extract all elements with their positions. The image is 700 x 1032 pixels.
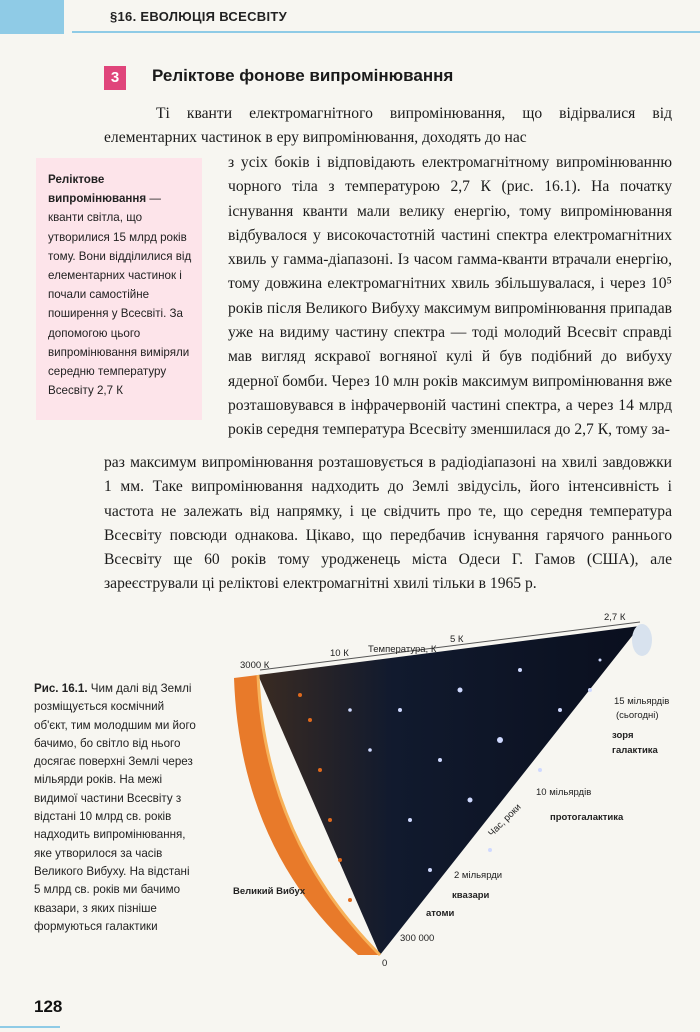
definition-body: — кванти світла, що утворилися 15 млрд років тому. Вони відділилися від елементарних частинок і почали самостійне поширення у Всесвіті. За допомогою цього випромінювання виміряли середню температуру Всесвіту 2,7 К	[48, 192, 192, 398]
label-zero: 0	[382, 958, 388, 969]
label-3000k: 3000 К	[240, 660, 270, 671]
figure-caption	[34, 680, 196, 936]
label-10-billion: 10 мільярдів	[536, 787, 592, 798]
universe-cone-illustration	[200, 600, 690, 980]
label-2-7k: 2,7 К	[604, 612, 626, 623]
section-number: 3	[104, 66, 126, 90]
body-paragraph-1: Ті кванти електромагнітного випромінювання, що відірвалися від елементарних частинок в еру випромінювання, доходять до нас	[104, 105, 672, 147]
figure-caption-label: Рис. 16.1.	[34, 682, 88, 695]
label-atoms: атоми	[426, 908, 455, 919]
definition-text	[48, 170, 196, 400]
definition-term: Реліктове випромінювання	[48, 173, 147, 206]
label-protogalaxy: протогалактика	[550, 812, 624, 823]
page-number: 128	[34, 997, 63, 1016]
label-15-billion: 15 мільярдів	[614, 696, 670, 707]
figure-caption-text: Чим далі від Землі розміщується космічний об'єкт, тим молодшим ми його бачимо, бо світло від нього досягає поверхні Землі через мільярди років. На межі видимої частини Всесвіту з відстані 10 млрд св. років надходить випромінювання, яке утворилося за часів Великого Вибуху. На відстані 5 млрд св. років ми бачимо квазари, з яких пізніше формуються галактики	[34, 682, 196, 933]
label-5k: 5 К	[450, 634, 464, 645]
section-title: Реліктове фонове випромінювання	[152, 66, 454, 85]
footer-rule	[0, 1026, 60, 1028]
label-quasars: квазари	[452, 890, 490, 901]
label-today: (сьогодні)	[616, 710, 659, 721]
earth-icon	[632, 624, 652, 656]
label-300000: 300 000	[400, 933, 435, 944]
body-paragraph-3: раз максимум випромінювання розташовується в радіодіапазоні на хвилі завдовжки 1 мм. Таке випромінювання надходить до Землі звідусіль, його інтенсивність і частота не залежать від напрямку, і це свідчить про те, що середня температура Всесвіту повсюди однакова. Цікаво, що передбачив існування гарячого раннього Всесвіту ще 60 років тому уродженець міста Одеси Г. Гамов (США), але зареєстрували ці реліктові електромагнітні хвилі тільки в 1965 р.	[104, 454, 672, 593]
label-time-axis: Час, роки	[486, 801, 524, 840]
header-accent	[0, 0, 64, 34]
label-star: зоря	[612, 730, 634, 741]
label-big-bang: Великий Вибух	[233, 886, 306, 897]
label-galaxy: галактика	[612, 745, 658, 756]
label-temperature-axis: Температура, К	[368, 644, 437, 655]
running-header: §16. ЕВОЛЮЦІЯ ВСЕСВІТУ	[110, 9, 287, 24]
header-rule	[72, 31, 700, 33]
body-paragraph-2: з усіх боків і відповідають електромагнітному випромінюванню чорного тіла з температурою 2,7 К (рис. 16.1). На початку існування кванти мали велику енергію, тому випромінювання відбувалося у високочастотній частині спектра електромагнітних хвиль у гамма-діапазоні. Із часом гамма-кванти втрачали енергію, тому довжина електромагнітних хвиль збільшувалася, і через 10⁵ років після Великого Вибуху максимум випромінювання припадав уже на видиму частину спектра — тоді молодий Всесвіт справді мав вигляд яскравої вогняної кулі й був подібний до вибуху ядерної бомби. Через 10 млн років максимум випромінювання вже розташовувався в інфрачервоній частині спектра, а через 14 млрд років середня температура Всесвіту зменшилася до 2,7 К, тому за-	[228, 154, 672, 439]
label-10k: 10 К	[330, 648, 349, 659]
header-bar	[0, 0, 700, 34]
label-2-billion: 2 мільярди	[454, 870, 503, 881]
universe-diagram	[200, 600, 690, 980]
